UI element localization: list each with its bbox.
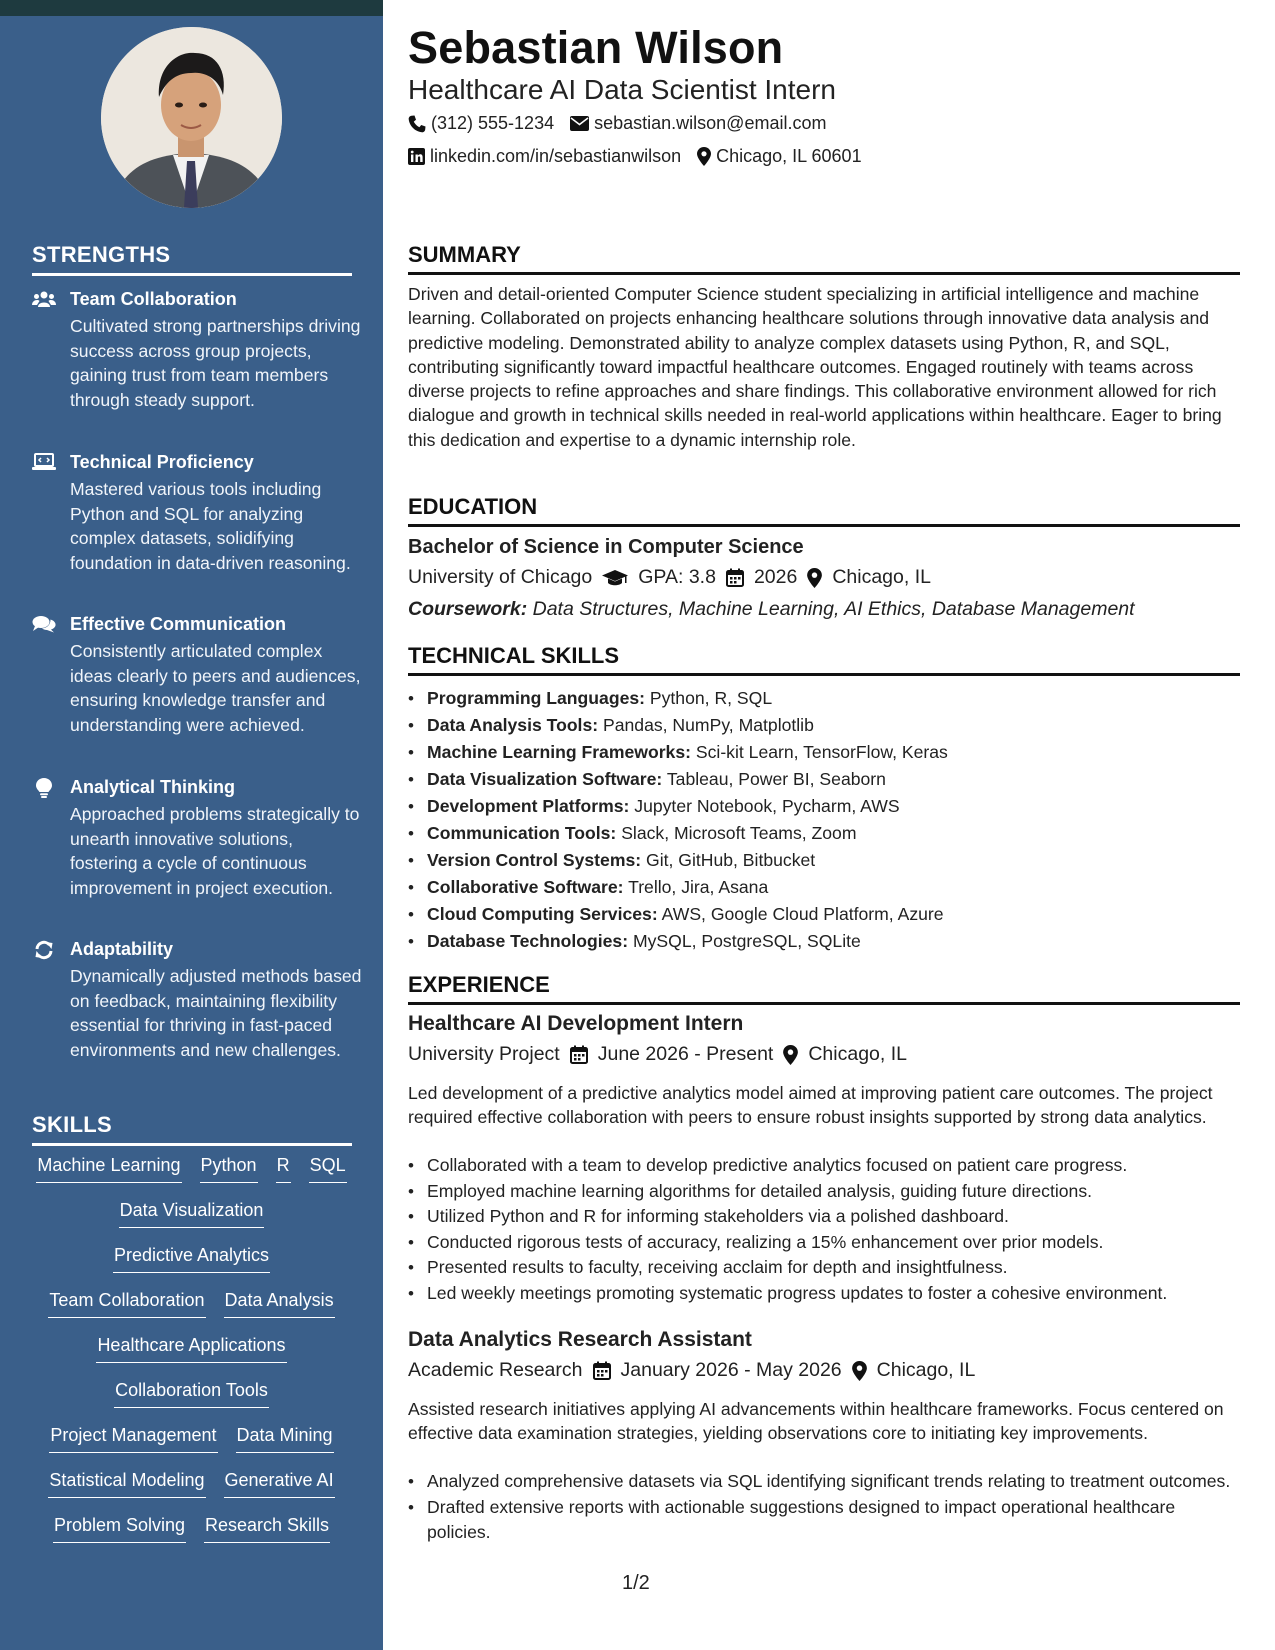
calendar-icon (570, 1045, 588, 1064)
skill-tag: Machine Learning (36, 1155, 181, 1183)
page-number: 1/2 (622, 1572, 650, 1594)
contact-phone (408, 113, 554, 134)
job-dates: June 2026 - Present (597, 1043, 774, 1065)
skill-row (20, 1380, 363, 1425)
strength-description: Mastered various tools including Python and SQL for analyzing complex datasets, solidifying foundation in data-driven reasoning. (70, 479, 351, 573)
skill-tag: Project Management (49, 1425, 217, 1453)
avatar (101, 27, 282, 208)
skill-tag: Data Analysis (224, 1290, 335, 1318)
main-content (408, 0, 1240, 1650)
skill-category: Data Visualization Software: (427, 769, 663, 789)
calendar-icon (726, 568, 744, 587)
list-item (408, 793, 1240, 820)
job-meta (408, 1359, 975, 1382)
job-description: Led development of a predictive analytics model aimed at improving patient care outcomes. The project required effective collaboration with peers to ensure robust insights supported by strong data analytics. (408, 1083, 1213, 1128)
skill-category: Database Technologies: (427, 931, 629, 951)
skill-category: Version Control Systems: (427, 850, 642, 870)
job-organization: Academic Research (408, 1359, 583, 1381)
sidebar (0, 0, 383, 1650)
list-item: • Conducted rigorous tests of accuracy, realizing a 15% enhancement over prior models. (408, 1230, 1240, 1256)
skill-row (20, 1470, 363, 1515)
skill-row (20, 1335, 363, 1380)
list-item (408, 739, 1240, 766)
phone-text: (312) 555-1234 (431, 113, 555, 133)
list-item: • Analyzed comprehensive datasets via SQL identifying significant trends relating to treatment outcomes. (408, 1469, 1240, 1495)
job-meta (408, 1043, 907, 1066)
skill-tag: Healthcare Applications (96, 1335, 286, 1363)
linkedin-link[interactable]: linkedin.com/in/sebastianwilson (430, 146, 682, 166)
skills-cloud (20, 1155, 363, 1560)
education-meta (408, 566, 931, 589)
skill-values: Trello, Jira, Asana (628, 877, 769, 897)
contact-row (408, 113, 826, 134)
strength-title: Technical Proficiency (70, 452, 254, 472)
strength-title: Effective Communication (70, 614, 287, 634)
skill-tag: Generative AI (224, 1470, 335, 1498)
map-pin-icon (783, 1045, 798, 1065)
skill-values: Git, GitHub, Bitbucket (646, 850, 816, 870)
graduation-cap-icon (602, 569, 628, 587)
candidate-name: Sebastian Wilson (408, 22, 784, 73)
strength-title: Analytical Thinking (70, 777, 236, 797)
summary-heading: SUMMARY (408, 242, 1240, 275)
list-item (408, 820, 1240, 847)
school-name: University of Chicago (408, 566, 593, 588)
list-item: • Collaborated with a team to develop predictive analytics focused on patient care progress. (408, 1153, 1240, 1179)
list-item (408, 928, 1240, 955)
calendar-icon (593, 1361, 611, 1380)
skill-row (20, 1200, 363, 1245)
job-description: Assisted research initiatives applying AI advancements within healthcare frameworks. Focus centered on effective data examination strategies, yielding observations core to initiating key improvements. (408, 1399, 1224, 1444)
sidebar-top-bar (0, 0, 383, 16)
experience-heading: EXPERIENCE (408, 972, 1240, 1005)
job-location: Chicago, IL (876, 1359, 976, 1381)
skill-category: Collaborative Software: (427, 877, 624, 897)
map-pin-icon (807, 568, 822, 588)
skill-values: Slack, Microsoft Teams, Zoom (621, 823, 857, 843)
list-item (408, 766, 1240, 793)
job-bullets (408, 1469, 1240, 1546)
job-dates: January 2026 - May 2026 (620, 1359, 842, 1381)
graduation-year: 2026 (753, 566, 798, 588)
skill-values: Sci-kit Learn, TensorFlow, Keras (695, 742, 948, 762)
list-item (408, 712, 1240, 739)
strength-description: Dynamically adjusted methods based on feedback, maintaining flexibility essential for thriving in fast-paced environments and new challenges. (70, 966, 362, 1060)
skill-category: Cloud Computing Services: (427, 904, 658, 924)
laptop-code-icon (32, 453, 56, 475)
skill-tag: SQL (309, 1155, 347, 1183)
skills-heading: SKILLS (32, 1112, 352, 1146)
job-title: Healthcare AI Data Scientist Intern (408, 74, 836, 105)
job-position-title: Healthcare AI Development Intern (408, 1012, 744, 1035)
job-organization: University Project (408, 1043, 560, 1065)
users-icon (32, 290, 56, 312)
location-text: Chicago, IL 60601 (716, 146, 862, 166)
contact-email[interactable] (570, 113, 826, 134)
gpa-text: GPA: 3.8 (638, 566, 716, 588)
strength-description: Cultivated strong partnerships driving success across group projects, gaining trust from team members through steady support. (70, 316, 361, 410)
skill-tag: Data Mining (236, 1425, 334, 1453)
list-item: • Drafted extensive reports with actionable suggestions designed to impact operational healthcare policies. (408, 1495, 1240, 1546)
list-item: • Utilized Python and R for informing stakeholders via a polished dashboard. (408, 1204, 1240, 1230)
skill-tag: Research Skills (204, 1515, 330, 1543)
strength-description: Approached problems strategically to unearth innovative solutions, fostering a cycle of continuous improvement in project execution. (70, 804, 360, 898)
map-pin-icon (852, 1361, 867, 1381)
skill-tag: Data Visualization (119, 1200, 265, 1228)
job-position-title: Data Analytics Research Assistant (408, 1328, 752, 1351)
skill-tag: Team Collaboration (48, 1290, 205, 1318)
skill-category: Development Platforms: (427, 796, 630, 816)
comments-icon (32, 615, 56, 637)
contact-linkedin[interactable] (408, 146, 681, 167)
skill-values: Python, R, SQL (649, 688, 773, 708)
summary-text: Driven and detail-oriented Computer Science student specializing in artificial intelligence and machine learning. Collaborated on projects enhancing healthcare solutions through innovative data analysis and predictive modeling. Demonstrated ability to analyze complex datasets using Python, R, and SQL, contributing significantly toward impactful healthcare outcomes. Engaged routinely with teams across diverse projects to refine approaches and share findings. This collaborative environment allowed for rich dialogue and growth in technical skills needed in real-world applications within healthcare. Eager to bring this dedication and expertise to a dynamic internship role. (408, 284, 1222, 450)
skill-values: MySQL, PostgreSQL, SQLite (632, 931, 861, 951)
skill-row (20, 1245, 363, 1290)
skill-tag: Collaboration Tools (114, 1380, 269, 1408)
strength-title: Team Collaboration (70, 289, 237, 309)
skill-tag: Predictive Analytics (113, 1245, 270, 1273)
linkedin-icon (408, 148, 425, 165)
skill-values: Tableau, Power BI, Seaborn (666, 769, 886, 789)
strengths-heading: STRENGTHS (32, 242, 352, 276)
skill-tag: R (276, 1155, 291, 1183)
skill-row (20, 1425, 363, 1470)
job-bullets (408, 1153, 1240, 1307)
skill-values: Pandas, NumPy, Matplotlib (602, 715, 814, 735)
coursework-list: Data Structures, Machine Learning, AI Ethics, Database Management (532, 598, 1135, 620)
skill-category: Data Analysis Tools: (427, 715, 599, 735)
contact-row (408, 146, 862, 167)
degree-title: Bachelor of Science in Computer Science (408, 536, 804, 558)
strength-description: Consistently articulated complex ideas clearly to peers and audiences, ensuring knowledge transfer and understanding were achieved. (70, 641, 361, 735)
list-item: • Presented results to faculty, receiving acclaim for depth and insightfulness. (408, 1255, 1240, 1281)
skill-tag: Problem Solving (53, 1515, 186, 1543)
skill-category: Machine Learning Frameworks: (427, 742, 691, 762)
list-item (408, 874, 1240, 901)
skill-row (20, 1515, 363, 1560)
list-item (408, 901, 1240, 928)
skill-values: Jupyter Notebook, Pycharm, AWS (634, 796, 900, 816)
education-heading: EDUCATION (408, 494, 1240, 527)
skill-values: AWS, Google Cloud Platform, Azure (661, 904, 944, 924)
job-location: Chicago, IL (808, 1043, 907, 1065)
skill-tag: Statistical Modeling (48, 1470, 205, 1498)
phone-icon (408, 115, 426, 133)
school-location: Chicago, IL (832, 566, 931, 588)
envelope-icon (570, 116, 589, 131)
technical-skills-list (408, 685, 1240, 955)
contact-location (697, 146, 861, 167)
strength-title: Adaptability (70, 939, 174, 959)
skill-row (20, 1155, 363, 1200)
list-item (408, 685, 1240, 712)
skill-tag: Python (200, 1155, 258, 1183)
skill-row (20, 1290, 363, 1335)
coursework (408, 598, 1135, 621)
list-item: • Led weekly meetings promoting systematic progress updates to foster a cohesive environment. (408, 1281, 1240, 1307)
skill-category: Programming Languages: (427, 688, 645, 708)
map-pin-icon (697, 147, 711, 166)
sync-icon (32, 940, 56, 962)
lightbulb-icon (32, 778, 56, 800)
technical-skills-heading: TECHNICAL SKILLS (408, 643, 1240, 676)
email-link[interactable]: sebastian.wilson@email.com (594, 113, 827, 133)
list-item (408, 847, 1240, 874)
coursework-label: Coursework: (408, 598, 528, 620)
skill-category: Communication Tools: (427, 823, 617, 843)
list-item: • Employed machine learning algorithms for detailed analysis, guiding future directions. (408, 1179, 1240, 1205)
